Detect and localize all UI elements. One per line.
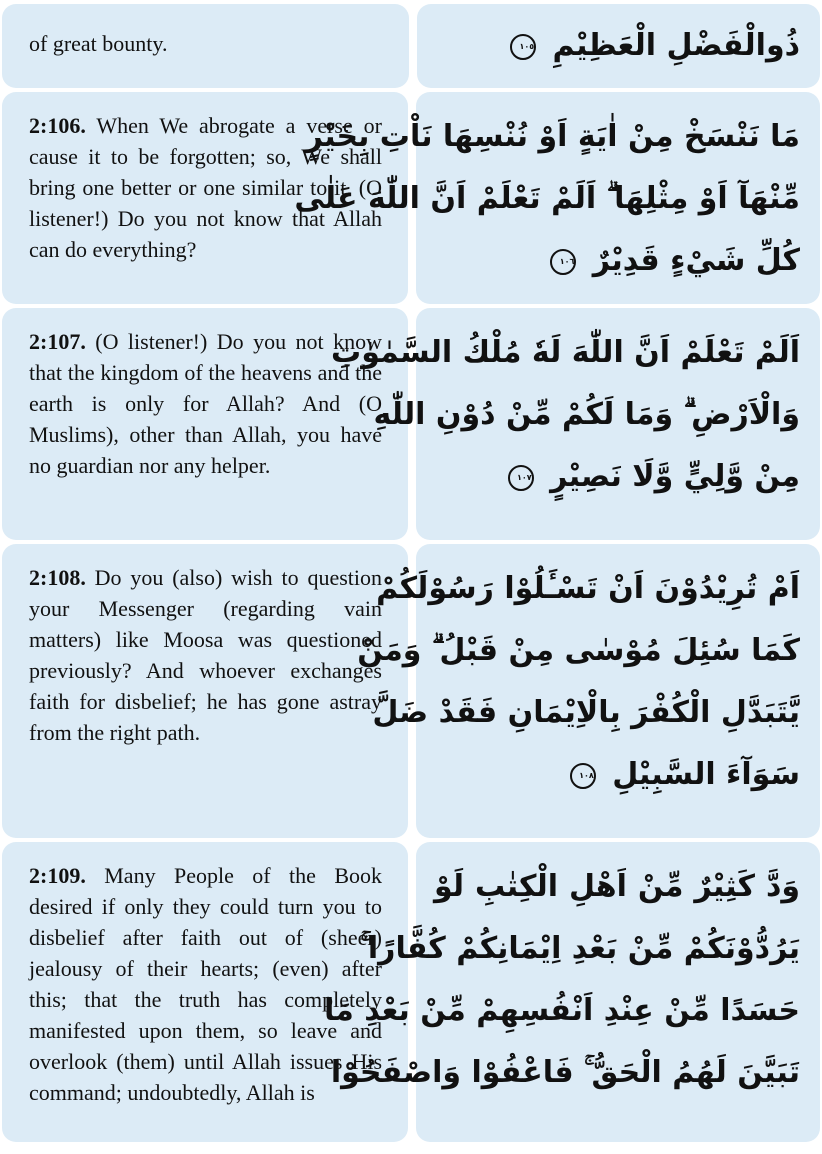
arabic-line: مِنْ وَّلِيٍّ وَّلَا نَصِيْرٍ ١٠٧ — [434, 446, 800, 508]
verse-row — [0, 544, 822, 838]
verse-ref: 2:108. — [29, 565, 86, 590]
arabic-line: يَّتَبَدَّلِ الْكُفْرَ بِالْاِيْمَانِ فَقَدْ ضَلَّ — [372, 695, 800, 730]
arabic-card — [357, 544, 820, 838]
arabic-line: وَالْاَرْضِ ۗ وَمَا لَكُمْ مِّنْ دُوْنِ اللّٰهِ — [373, 397, 800, 432]
ayah-end-marker-icon: ١٠٥ — [510, 34, 536, 60]
arabic-card — [331, 308, 820, 540]
verse-ref: 2:107. — [29, 329, 86, 354]
translation-text: of great bounty. — [29, 31, 168, 56]
arabic-card — [294, 92, 820, 304]
ayah-end-marker-icon: ١٠٨ — [570, 763, 596, 789]
translation-text: When We abrogate a verse or cause it to be forgotten; so, We shall bring one better or one similar to it. (O listener!) Do you not know that Allah can do everything? — [29, 113, 382, 262]
verse-row — [0, 92, 822, 304]
arabic-card — [323, 842, 820, 1142]
arabic-line: كَمَا سُئِلَ مُوْسٰى مِنْ قَبْلُ ۗ وَمَنْ — [357, 633, 800, 668]
arabic-line: مَا نَنْسَخْ مِنْ اٰيَةٍ اَوْ نُنْسِهَا نَاْتِ بِخَيْرٍ — [305, 119, 800, 154]
arabic-line: كُلِّ شَيْءٍ قَدِيْرٌ ١٠٦ — [434, 230, 800, 292]
translation-text: (O listener!) Do you not know that the kingdom of the heavens and the earth is only for Allah? And (O Muslims), other than Allah, you have no guardian nor any helper. — [29, 329, 382, 478]
ayah-end-marker-icon: ١٠٧ — [508, 465, 534, 491]
translation-card — [2, 544, 408, 838]
arabic-line: ذُوالْفَضْلِ الْعَظِيْمِ ١٠٥ — [435, 15, 800, 77]
translation-card — [2, 4, 409, 88]
arabic-line: يَرُدُّوْنَكُمْ مِّنْ بَعْدِ اِيْمَانِكُمْ كُفَّارًا ۚ — [360, 931, 800, 966]
verse-row — [0, 4, 822, 88]
arabic-line: وَدَّ كَثِيْرٌ مِّنْ اَهْلِ الْكِتٰبِ لَوْ — [434, 869, 800, 904]
ayah-end-marker-icon: ١٠٦ — [550, 249, 576, 275]
verse-row — [0, 308, 822, 540]
arabic-line: مِّنْهَآ اَوْ مِثْلِهَا ۗ اَلَمْ تَعْلَمْ اَنَّ اللّٰهَ عَلٰى — [294, 181, 800, 216]
verse-ref: 2:109. — [29, 863, 86, 888]
translation-text: Many People of the Book desired if only they could turn you to disbelief after faith out of (sheer) jealousy of their hearts; (even) after this; that the truth has completely manifested upon them, so leave and overlook (them) until Allah issues His command; undoubtedly, Allah is — [29, 863, 382, 1105]
arabic-line: سَوَآءَ السَّبِيْلِ ١٠٨ — [434, 744, 800, 806]
arabic-line: حَسَدًا مِّنْ عِنْدِ اَنْفُسِهِمْ مِّنْ بَعْدِ مَا — [323, 993, 800, 1028]
translation-text: Do you (also) wish to question your Messenger (regarding vain matters) like Moosa was questioned previously? And whoever exchanges faith for disbelief; he has gone astray from the right path. — [29, 565, 382, 745]
verse-row — [0, 842, 822, 1142]
arabic-line: اَمْ تُرِيْدُوْنَ اَنْ تَسْـَٔلُوْا رَسُوْلَكُمْ — [376, 571, 800, 606]
arabic-line: اَلَمْ تَعْلَمْ اَنَّ اللّٰهَ لَهٗ مُلْكُ السَّمٰوٰتِ — [331, 335, 800, 370]
arabic-card — [417, 4, 820, 88]
arabic-line: تَبَيَّنَ لَهُمُ الْحَقُّ ۚ فَاعْفُوْا وَاصْفَحُوْا — [330, 1055, 800, 1090]
verse-ref: 2:106. — [29, 113, 86, 138]
